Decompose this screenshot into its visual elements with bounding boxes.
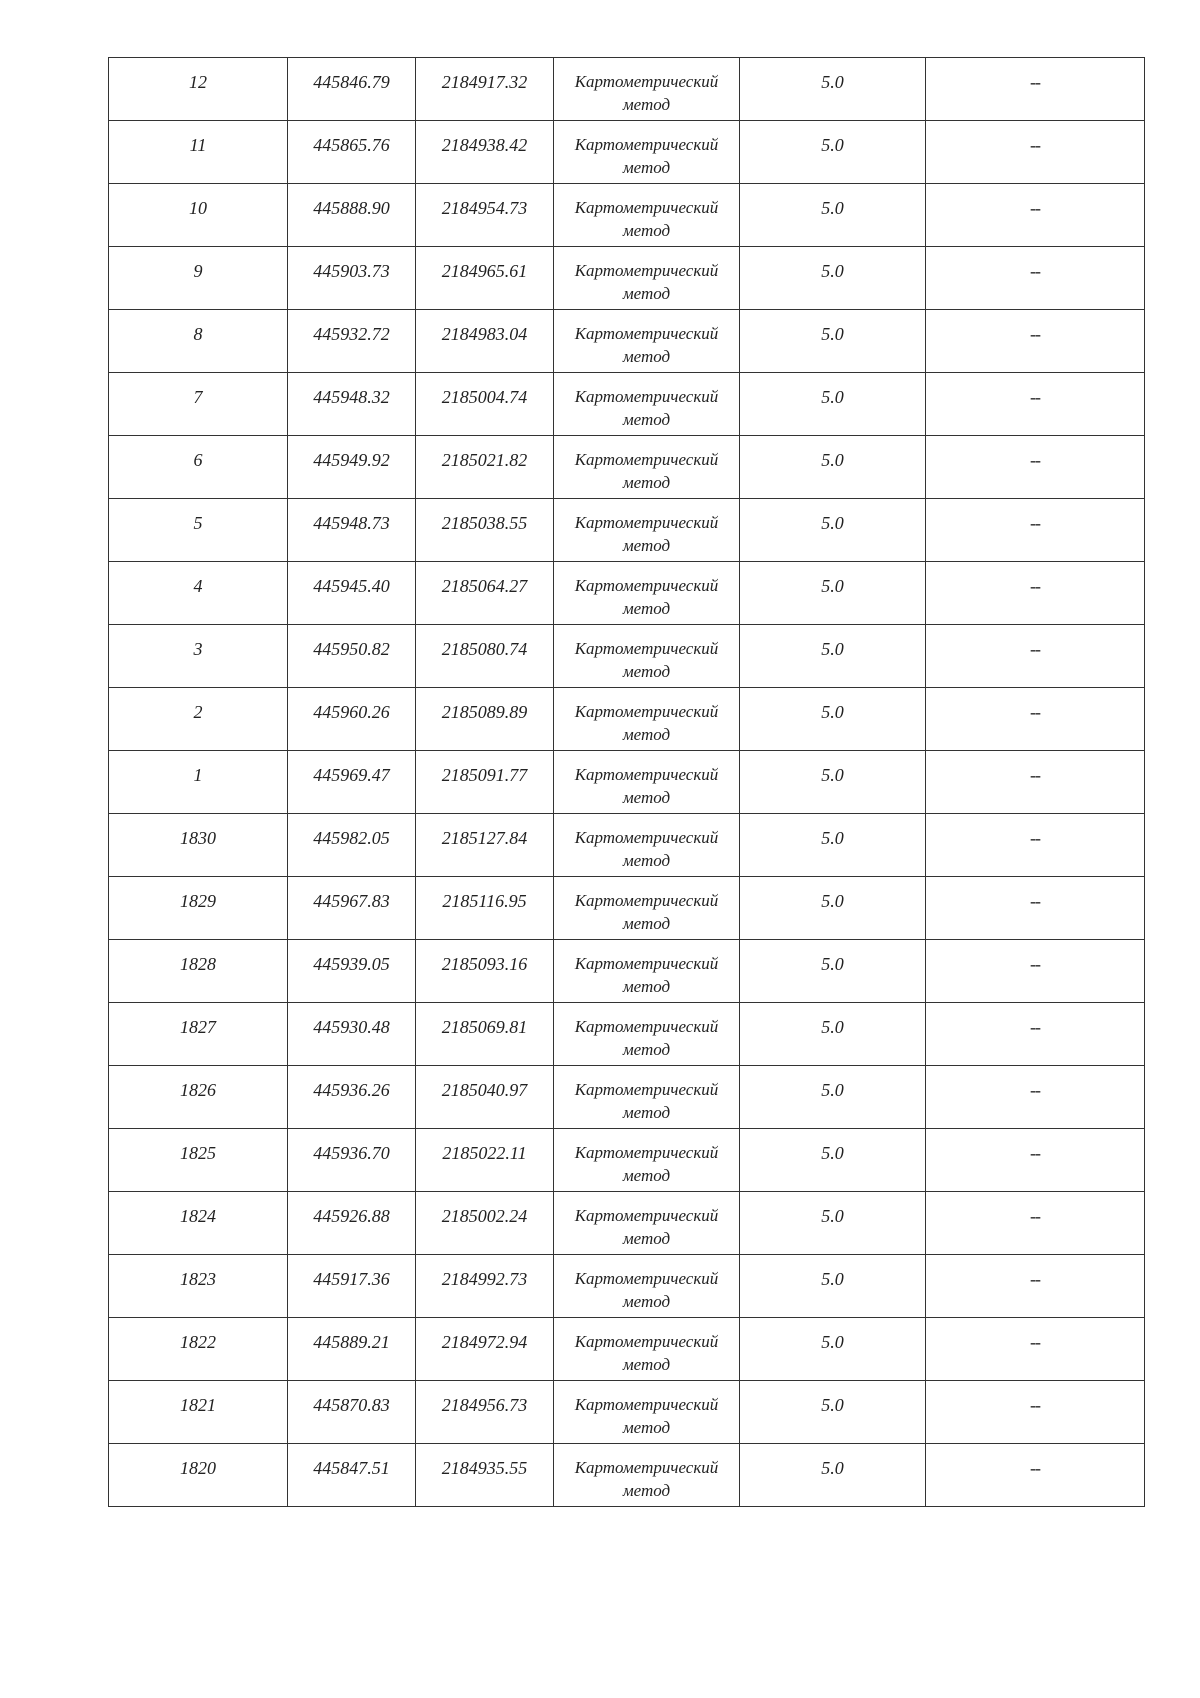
cell-accuracy: 5.0 [740,877,926,940]
cell-description: -- [926,625,1145,688]
cell-point-number: 1824 [109,1192,288,1255]
table-row [109,1318,1145,1381]
cell-determination-method: Картометрический метод [554,436,740,499]
cell-coord-x: 445982.05 [288,814,416,877]
cell-determination-method: Картометрический метод [554,121,740,184]
cell-coord-x: 445932.72 [288,310,416,373]
cell-coord-y: 2185004.74 [416,373,554,436]
cell-coord-y: 2184965.61 [416,247,554,310]
cell-description: -- [926,1129,1145,1192]
cell-determination-method: Картометрический метод [554,58,740,121]
cell-accuracy: 5.0 [740,1192,926,1255]
table-row [109,625,1145,688]
cell-determination-method: Картометрический метод [554,1192,740,1255]
cell-determination-method: Картометрический метод [554,1003,740,1066]
cell-coord-y: 2185002.24 [416,1192,554,1255]
cell-coord-y: 2184917.32 [416,58,554,121]
table-row [109,499,1145,562]
cell-point-number: 1821 [109,1381,288,1444]
table-row [109,1444,1145,1507]
cell-coord-y: 2184938.42 [416,121,554,184]
cell-coord-x: 445865.76 [288,121,416,184]
table-row [109,1003,1145,1066]
cell-coord-y: 2185022.11 [416,1129,554,1192]
table-row [109,751,1145,814]
table-row [109,247,1145,310]
cell-coord-y: 2185116.95 [416,877,554,940]
cell-description: -- [926,940,1145,1003]
cell-point-number: 9 [109,247,288,310]
cell-coord-x: 445870.83 [288,1381,416,1444]
cell-determination-method: Картометрический метод [554,751,740,814]
cell-description: -- [926,310,1145,373]
cell-determination-method: Картометрический метод [554,1444,740,1507]
table-row [109,1129,1145,1192]
cell-determination-method: Картометрический метод [554,688,740,751]
cell-point-number: 11 [109,121,288,184]
cell-accuracy: 5.0 [740,1381,926,1444]
cell-accuracy: 5.0 [740,247,926,310]
cell-point-number: 1823 [109,1255,288,1318]
cell-coord-y: 2184972.94 [416,1318,554,1381]
cell-determination-method: Картометрический метод [554,310,740,373]
cell-point-number: 5 [109,499,288,562]
cell-coord-y: 2184935.55 [416,1444,554,1507]
cell-description: -- [926,1066,1145,1129]
cell-point-number: 1830 [109,814,288,877]
cell-point-number: 1826 [109,1066,288,1129]
cell-point-number: 2 [109,688,288,751]
cell-coord-y: 2185069.81 [416,1003,554,1066]
cell-point-number: 1828 [109,940,288,1003]
cell-coord-x: 445950.82 [288,625,416,688]
cell-description: -- [926,184,1145,247]
table-row [109,940,1145,1003]
cell-coord-y: 2184983.04 [416,310,554,373]
cell-point-number: 8 [109,310,288,373]
cell-point-number: 1820 [109,1444,288,1507]
cell-point-number: 12 [109,58,288,121]
cell-point-number: 3 [109,625,288,688]
cell-description: -- [926,499,1145,562]
cell-point-number: 1825 [109,1129,288,1192]
cell-point-number: 10 [109,184,288,247]
cell-coord-x: 445926.88 [288,1192,416,1255]
cell-accuracy: 5.0 [740,562,926,625]
cell-coord-x: 445960.26 [288,688,416,751]
cell-determination-method: Картометрический метод [554,499,740,562]
cell-accuracy: 5.0 [740,1003,926,1066]
cell-coord-x: 445930.48 [288,1003,416,1066]
cell-point-number: 7 [109,373,288,436]
cell-coord-y: 2185091.77 [416,751,554,814]
cell-determination-method: Картометрический метод [554,373,740,436]
cell-determination-method: Картометрический метод [554,1255,740,1318]
cell-determination-method: Картометрический метод [554,1318,740,1381]
coordinates-table-body [109,58,1145,1507]
cell-description: -- [926,1255,1145,1318]
cell-coord-y: 2184956.73 [416,1381,554,1444]
cell-coord-x: 445903.73 [288,247,416,310]
cell-coord-y: 2185038.55 [416,499,554,562]
cell-coord-x: 445936.70 [288,1129,416,1192]
cell-point-number: 1829 [109,877,288,940]
table-row [109,436,1145,499]
cell-accuracy: 5.0 [740,1066,926,1129]
cell-coord-x: 445846.79 [288,58,416,121]
table-row [109,562,1145,625]
cell-determination-method: Картометрический метод [554,1066,740,1129]
cell-determination-method: Картометрический метод [554,877,740,940]
cell-coord-y: 2185021.82 [416,436,554,499]
table-row [109,1381,1145,1444]
coordinates-table [108,57,1145,1507]
cell-description: -- [926,751,1145,814]
cell-coord-y: 2184992.73 [416,1255,554,1318]
cell-accuracy: 5.0 [740,373,926,436]
cell-description: -- [926,1192,1145,1255]
cell-coord-y: 2184954.73 [416,184,554,247]
cell-point-number: 6 [109,436,288,499]
cell-description: -- [926,121,1145,184]
cell-determination-method: Картометрический метод [554,814,740,877]
cell-determination-method: Картометрический метод [554,247,740,310]
cell-description: -- [926,1444,1145,1507]
cell-coord-x: 445967.83 [288,877,416,940]
cell-accuracy: 5.0 [740,310,926,373]
cell-description: -- [926,1003,1145,1066]
cell-description: -- [926,688,1145,751]
cell-point-number: 1 [109,751,288,814]
cell-coord-x: 445948.73 [288,499,416,562]
cell-accuracy: 5.0 [740,625,926,688]
cell-determination-method: Картометрический метод [554,184,740,247]
cell-point-number: 1822 [109,1318,288,1381]
cell-accuracy: 5.0 [740,751,926,814]
table-row [109,814,1145,877]
cell-coord-x: 445969.47 [288,751,416,814]
table-row [109,58,1145,121]
cell-accuracy: 5.0 [740,1444,926,1507]
cell-accuracy: 5.0 [740,121,926,184]
cell-coord-x: 445949.92 [288,436,416,499]
cell-accuracy: 5.0 [740,688,926,751]
cell-description: -- [926,562,1145,625]
cell-description: -- [926,1381,1145,1444]
cell-determination-method: Картометрический метод [554,1381,740,1444]
cell-coord-x: 445936.26 [288,1066,416,1129]
table-row [109,877,1145,940]
cell-coord-y: 2185127.84 [416,814,554,877]
cell-description: -- [926,436,1145,499]
cell-accuracy: 5.0 [740,1318,926,1381]
table-row [109,121,1145,184]
cell-coord-x: 445939.05 [288,940,416,1003]
cell-coord-x: 445889.21 [288,1318,416,1381]
cell-description: -- [926,1318,1145,1381]
cell-coord-y: 2185064.27 [416,562,554,625]
table-row [109,1255,1145,1318]
table-row [109,184,1145,247]
cell-determination-method: Картометрический метод [554,562,740,625]
cell-coord-x: 445945.40 [288,562,416,625]
cell-accuracy: 5.0 [740,1255,926,1318]
cell-description: -- [926,247,1145,310]
cell-accuracy: 5.0 [740,436,926,499]
cell-coord-x: 445917.36 [288,1255,416,1318]
cell-description: -- [926,373,1145,436]
table-row [109,1192,1145,1255]
cell-accuracy: 5.0 [740,1129,926,1192]
cell-determination-method: Картометрический метод [554,940,740,1003]
cell-coord-y: 2185089.89 [416,688,554,751]
cell-description: -- [926,877,1145,940]
cell-coord-x: 445847.51 [288,1444,416,1507]
table-row [109,373,1145,436]
table-row [109,310,1145,373]
cell-coord-y: 2185040.97 [416,1066,554,1129]
cell-accuracy: 5.0 [740,499,926,562]
cell-determination-method: Картометрический метод [554,1129,740,1192]
table-row [109,1066,1145,1129]
cell-description: -- [926,58,1145,121]
cell-accuracy: 5.0 [740,814,926,877]
cell-coord-x: 445948.32 [288,373,416,436]
table-row [109,688,1145,751]
cell-point-number: 4 [109,562,288,625]
cell-accuracy: 5.0 [740,58,926,121]
cell-coord-y: 2185093.16 [416,940,554,1003]
cell-description: -- [926,814,1145,877]
cell-accuracy: 5.0 [740,940,926,1003]
cell-accuracy: 5.0 [740,184,926,247]
cell-point-number: 1827 [109,1003,288,1066]
cell-determination-method: Картометрический метод [554,625,740,688]
cell-coord-y: 2185080.74 [416,625,554,688]
cell-coord-x: 445888.90 [288,184,416,247]
